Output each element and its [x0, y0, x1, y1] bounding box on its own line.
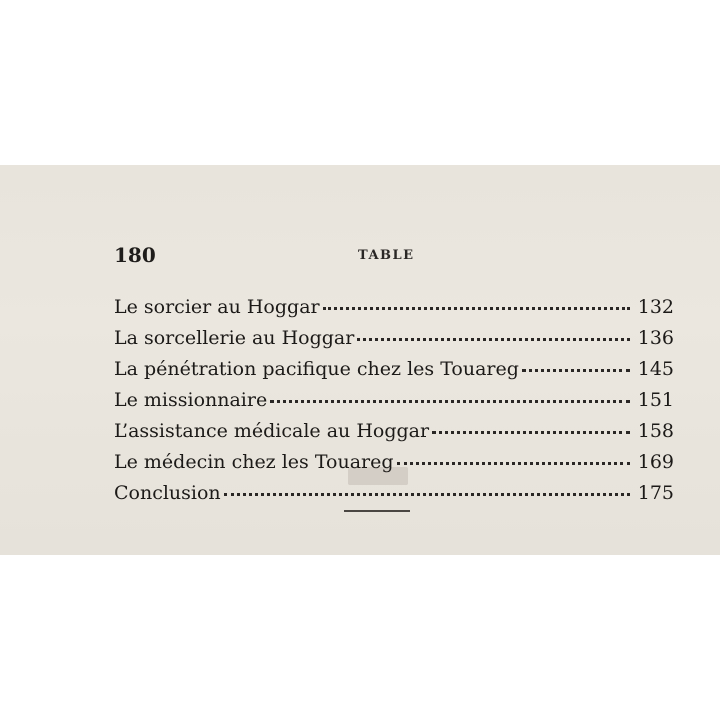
toc-entry [114, 296, 674, 327]
toc-entry [114, 389, 674, 420]
book-page-scan [0, 165, 720, 555]
toc-entry-page: 145 [637, 358, 674, 380]
dot-leader [224, 493, 630, 496]
toc-entry [114, 327, 674, 358]
toc-entry-page: 158 [637, 420, 674, 442]
toc-entry-title: L’assistance médicale au Hoggar [114, 420, 430, 442]
dot-leader [357, 338, 629, 341]
toc-entry-page: 132 [637, 296, 674, 318]
dot-leader [432, 431, 630, 434]
toc-entry [114, 420, 674, 451]
dot-leader [323, 307, 630, 310]
dot-leader [522, 369, 630, 372]
page-number: 180 [114, 243, 156, 267]
toc-entry-page: 136 [637, 327, 674, 349]
table-of-contents [114, 296, 674, 513]
dot-leader [397, 462, 630, 465]
toc-entry-title: La sorcellerie au Hoggar [114, 327, 355, 349]
toc-entry-title: La pénétration pacifique chez les Touareg [114, 358, 519, 380]
toc-entry-title: Le médecin chez les Touareg [114, 451, 394, 473]
toc-entry [114, 451, 674, 482]
toc-entry-page: 175 [637, 482, 674, 504]
toc-entry [114, 482, 674, 513]
end-rule [344, 510, 410, 512]
dot-leader [270, 400, 630, 403]
toc-entry [114, 358, 674, 389]
toc-entry-page: 151 [637, 389, 674, 411]
running-head: TABLE [358, 248, 415, 263]
toc-entry-title: Conclusion [114, 482, 221, 504]
toc-entry-title: Le missionnaire [114, 389, 268, 411]
toc-entry-page: 169 [637, 451, 674, 473]
toc-entry-title: Le sorcier au Hoggar [114, 296, 320, 318]
